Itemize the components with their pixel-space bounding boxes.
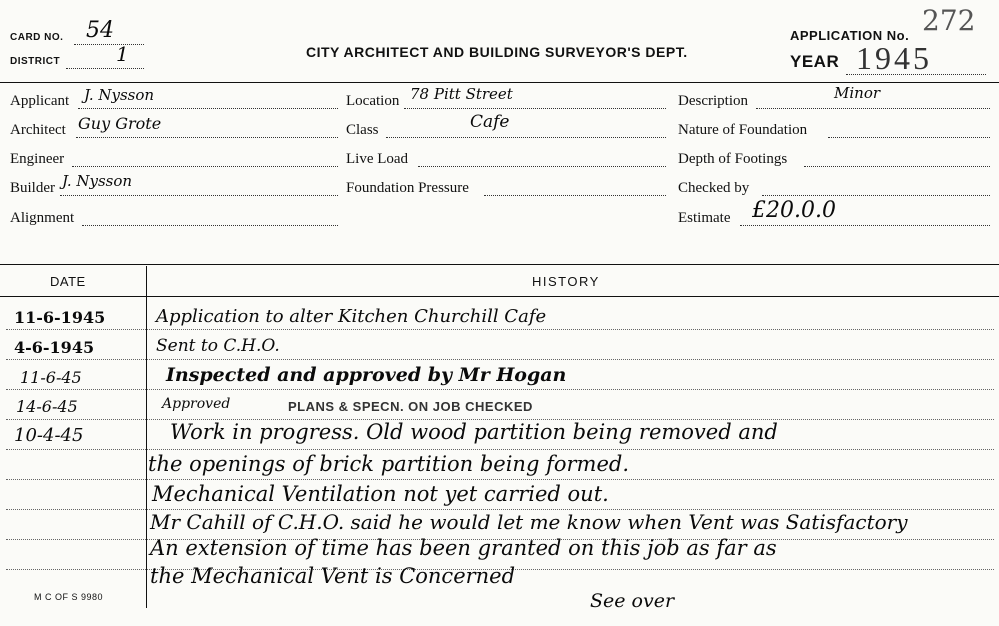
- year-label: YEAR: [790, 52, 840, 71]
- history-line: Sent to C.H.O.: [156, 336, 280, 356]
- history-line: Application to alter Kitchen Churchill Cafe: [156, 306, 547, 327]
- applicant-label: Applicant: [10, 93, 70, 109]
- description-value: Minor: [834, 84, 881, 102]
- history-column-header: HISTORY: [532, 274, 600, 289]
- class-value: Cafe: [470, 112, 510, 132]
- depth-of-footings-line: [804, 166, 990, 167]
- history-line: Approved: [162, 396, 231, 412]
- depth-of-footings-label: Depth of Footings: [678, 151, 788, 167]
- date-entry: 4-6-1945: [14, 338, 95, 357]
- date-entry: 10-4-45: [14, 425, 84, 446]
- date-entry: 11-6-1945: [14, 308, 106, 327]
- district-value: 1: [116, 42, 129, 66]
- date-entry: 11-6-45: [20, 368, 82, 387]
- architect-label: Architect: [10, 122, 66, 138]
- history-line: Inspected and approved by Mr Hogan: [166, 364, 567, 386]
- live-load-line: [418, 166, 666, 167]
- history-line: See over: [590, 590, 675, 612]
- estimate-label: Estimate: [678, 210, 731, 226]
- alignment-label: Alignment: [10, 210, 75, 226]
- live-load-label: Live Load: [346, 151, 409, 167]
- card-no-label: CARD NO.: [10, 32, 64, 43]
- plans-checked-stamp: PLANS & SPECN. ON JOB CHECKED: [288, 399, 533, 414]
- builder-label: Builder: [10, 180, 55, 196]
- architect-value: Guy Grote: [78, 114, 162, 133]
- table-top-rule: [0, 264, 999, 265]
- builder-value: J. Nysson: [62, 172, 133, 190]
- year-value: 1945: [856, 40, 932, 76]
- description-line: [756, 108, 990, 109]
- engineer-label: Engineer: [10, 151, 65, 167]
- checked-by-line: [762, 195, 990, 196]
- history-line: the openings of brick partition being formed.: [148, 452, 629, 476]
- nature-of-foundation-line: [828, 137, 990, 138]
- class-line: [386, 137, 666, 138]
- foundation-pressure-line: [484, 195, 666, 196]
- card-no-line: [74, 44, 144, 45]
- estimate-line: [740, 225, 990, 226]
- table-column-divider: [146, 266, 147, 608]
- ruled-line: [6, 479, 994, 480]
- location-line: [404, 108, 666, 109]
- history-line: Mechanical Ventilation not yet carried out.: [152, 482, 609, 506]
- checked-by-label: Checked by: [678, 180, 750, 196]
- location-value: 78 Pitt Street: [410, 85, 513, 103]
- ruled-line: [6, 389, 994, 390]
- table-header-rule: [0, 296, 999, 297]
- history-line: An extension of time has been granted on this job as far as: [150, 536, 777, 560]
- date-column-header: DATE: [50, 274, 86, 289]
- card-no-value: 54: [86, 18, 114, 43]
- nature-of-foundation-label: Nature of Foundation: [678, 122, 808, 138]
- alignment-line: [82, 225, 338, 226]
- estimate-value: £20.0.0: [752, 198, 836, 223]
- ruled-line: [6, 359, 994, 360]
- district-label: DISTRICT: [10, 56, 61, 67]
- class-label: Class: [346, 122, 379, 138]
- ruled-line: [6, 449, 994, 450]
- builder-line: [60, 195, 338, 196]
- application-no-value: 272: [922, 4, 976, 37]
- engineer-line: [72, 166, 338, 167]
- district-line: [66, 68, 144, 69]
- ruled-line: [6, 329, 994, 330]
- architect-line: [76, 137, 338, 138]
- foundation-pressure-label: Foundation Pressure: [346, 180, 469, 196]
- dept-title: CITY ARCHITECT AND BUILDING SURVEYOR'S DEPT.: [306, 44, 688, 60]
- year-line: [846, 74, 986, 75]
- applicant-line: [78, 108, 338, 109]
- description-label: Description: [678, 93, 748, 109]
- location-label: Location: [346, 93, 400, 109]
- history-line: Mr Cahill of C.H.O. said he would let me know when Vent was Satisfactory: [150, 510, 908, 534]
- history-line: the Mechanical Vent is Concerned: [150, 564, 516, 588]
- date-entry: 14-6-45: [16, 397, 78, 416]
- header-rule: [0, 82, 999, 83]
- applicant-value: J. Nysson: [84, 86, 155, 104]
- application-no-label: APPLICATION No.: [790, 28, 910, 43]
- history-line: Work in progress. Old wood partition being removed and: [170, 420, 778, 444]
- form-code: M C OF S 9980: [34, 592, 104, 602]
